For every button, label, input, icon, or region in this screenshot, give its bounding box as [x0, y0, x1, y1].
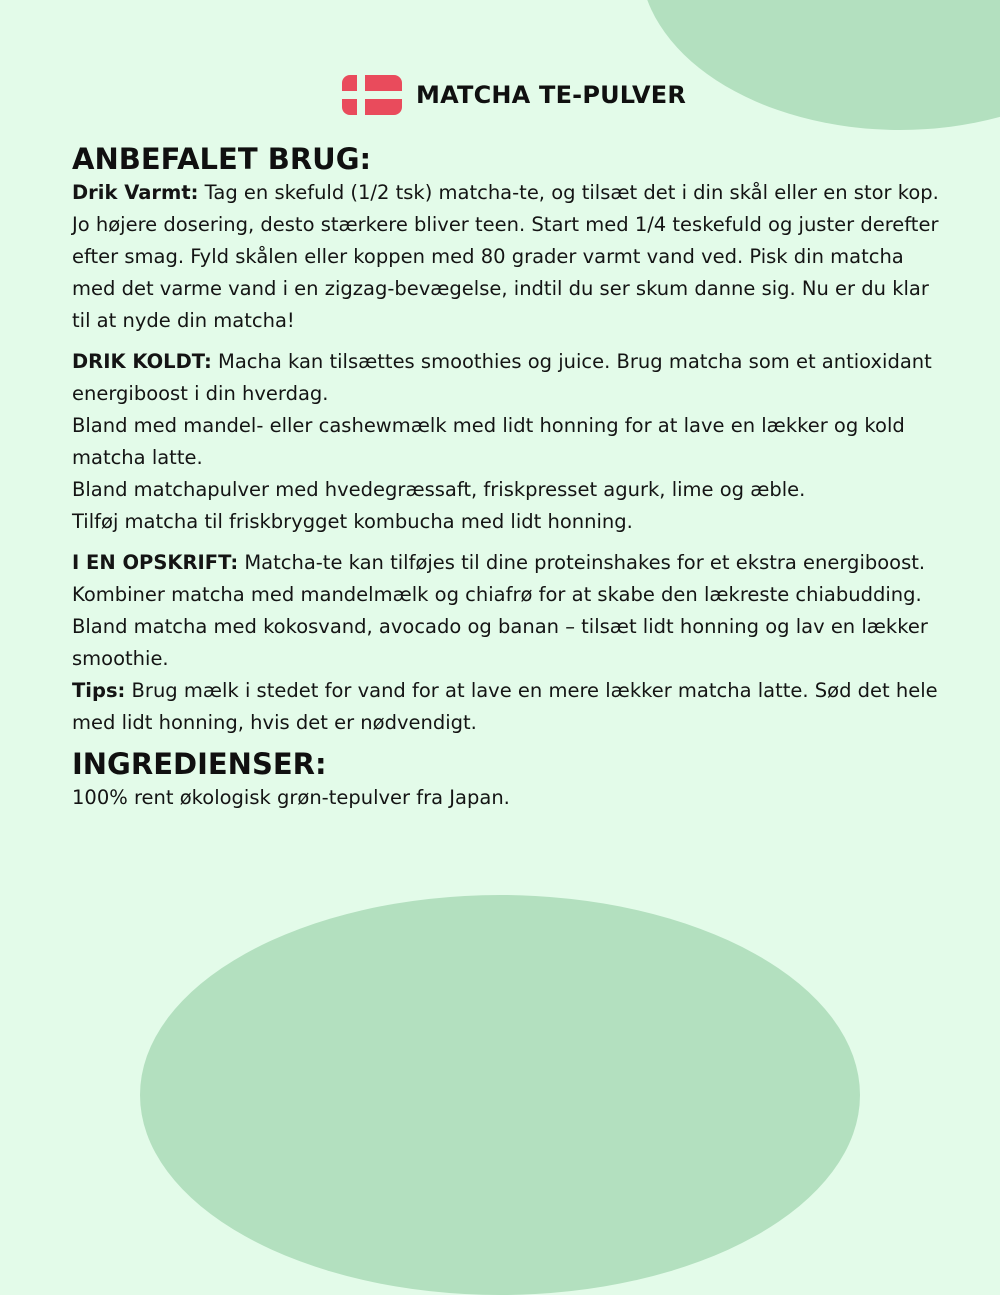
- recipe-line: Kombiner matcha med mandelmælk og chiafrø for at skabe den lækreste chiabudding.: [72, 583, 922, 606]
- tips-text: Brug mælk i stedet for vand for at lave en mere lækker matcha latte. Sød det hele med lidt honning, hvis det er nødvendigt.: [72, 679, 938, 734]
- warm-label: Drik Varmt:: [72, 181, 199, 204]
- cold-paragraph: [72, 346, 942, 410]
- ingredients-heading: INGREDIENSER:: [72, 747, 327, 781]
- warm-text: Tag en skefuld (1/2 tsk) matcha-te, og tilsæt det i din skål eller en stor kop. Jo højere dosering, desto stærkere bliver teen. Start med 1/4 teskefuld og juster derefter efter smag. Fyld skålen eller koppen med 80 grader varmt vand ved. Pisk din matcha med det varme vand i en zigzag-bevægelse, indtil du ser skum danne sig. Nu er du klar til at nyde din matcha!: [72, 181, 939, 332]
- decorative-blob-bottom: [140, 895, 860, 1295]
- header: [342, 75, 686, 115]
- recipe-text: Matcha-te kan tilføjes til dine proteinshakes for et ekstra energiboost.: [238, 551, 926, 574]
- usage-heading: ANBEFALET BRUG:: [72, 142, 372, 176]
- cold-line: Bland med mandel- eller cashewmælk med lidt honning for at lave en lækker og kold matcha latte.: [72, 414, 905, 469]
- danish-flag-icon: [342, 75, 402, 115]
- decorative-blob-top: [640, 0, 1000, 130]
- ingredients-text: 100% rent økologisk grøn-tepulver fra Japan.: [72, 786, 510, 809]
- recipe-paragraph: [72, 547, 942, 579]
- recipe-line: Bland matcha med kokosvand, avocado og banan – tilsæt lidt honning og lav en lækker smoothie.: [72, 615, 928, 670]
- cold-label: DRIK KOLDT:: [72, 350, 212, 373]
- recipe-label: I EN OPSKRIFT:: [72, 551, 239, 574]
- page-title: MATCHA TE-PULVER: [416, 81, 687, 109]
- tips-paragraph: [72, 675, 942, 739]
- cold-text: Macha kan tilsættes smoothies og juice. Brug matcha som et antioxidant energiboost i din hverdag.: [72, 350, 932, 405]
- cold-line: Tilføj matcha til friskbrygget kombucha med lidt honning.: [72, 510, 633, 533]
- cold-line: Bland matchapulver med hvedegræssaft, friskpresset agurk, lime og æble.: [72, 478, 806, 501]
- main-content: [72, 141, 942, 814]
- tips-label: Tips:: [72, 679, 126, 702]
- warm-paragraph: [72, 177, 942, 337]
